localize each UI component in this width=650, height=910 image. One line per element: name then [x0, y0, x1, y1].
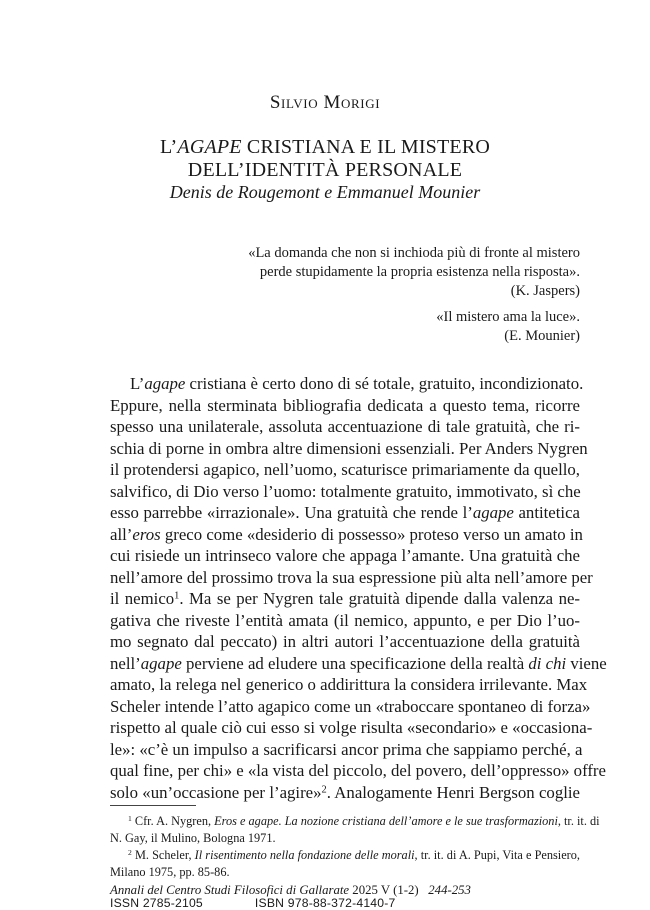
body-line-11: il nemico$^1$. Ma se per Nygren tale gratuità dipende dalla valenza ne- — [110, 589, 580, 608]
page-range: 244-253 — [428, 883, 471, 897]
footnote-2-line-1: $^2$ M. Scheler, Il risentimento nella fondazione delle morali, tr. it. di A. Pupi, Vita e Pensiero, — [128, 847, 580, 862]
epigraph-1-line-1: «La domanda che non si inchioda più di fronte al mistero — [248, 245, 580, 261]
body-line-14: nell’agape perviene ad eludere una specificazione della realtà di chi viene — [110, 653, 607, 673]
body-line-19: qual fine, per chi» e «la vista del piccolo, del povero, dell’oppresso» offre — [110, 761, 606, 780]
body-line-8: all’eros greco come «desiderio di possesso» proteso verso un amato in — [110, 524, 583, 544]
article-title-line-2: DELL’IDENTITÀ PERSONALE — [187, 159, 463, 181]
identifier-codes — [110, 896, 396, 910]
body-line-12: gativa che riveste l’entità amata (il nemico, appunto, e per Dio l’uo- — [110, 610, 580, 630]
epigraph-2-attribution: (E. Mounier) — [504, 328, 580, 344]
body-line-20: solo «un’occasione per l’agire»$^2$. Analogamente Henri Bergson coglie — [110, 782, 580, 802]
footnote-ref-2: 2 — [321, 783, 327, 795]
body-line-3: spesso una unilaterale, assoluta accentuazione di tale gratuità, che ri- — [110, 417, 580, 436]
body-line-4: schia di porne in ombra altre dimensioni essenziali. Per Anders Nygren — [110, 438, 588, 458]
epigraph-2-line-1: «Il mistero ama la luce». — [436, 309, 580, 325]
body-line-17: rispetto al quale ciò cui esso si volge risulta «secondario» e «occasiona- — [110, 718, 593, 737]
body-line-10: nell’amore del prossimo trova la sua espressione più alta nell’amore per — [110, 567, 593, 587]
body-line-15: amato, la relega nel generico o addirittura la considera irrilevante. Max — [110, 675, 588, 694]
footnote-separator — [110, 805, 196, 806]
footnote-2-line-2: Milano 1975, pp. 85-86. — [110, 865, 230, 879]
body-line-9: cui risiede un intrinseco valore che appaga l’amante. Una gratuità che — [110, 546, 580, 565]
epigraph-1-line-2: perde stupidamente la propria esistenza nella risposta». — [259, 264, 580, 280]
body-line-2: Eppure, nella sterminata bibliografia dedicata a questo tema, ricorre — [110, 395, 580, 415]
journal-citation: Annali del Centro Studi Filosofici di Gallarate 2025 V (1-2) 244-253 — [110, 883, 471, 897]
author-name: Silvio Morigi — [269, 92, 381, 113]
footnote-1-line-1: $^1$ Cfr. A. Nygren, Eros e agape. La nozione cristiana dell’amore e le sue trasformazioni, tr. it. di — [128, 813, 600, 828]
body-line-13: mo segnato dal peccato) in altri autori l’accentuazione della gratuità — [110, 632, 580, 651]
body-line-6: salvifico, di Dio verso l’uomo: totalmente gratuito, immotivato, sì che — [110, 481, 581, 501]
body-line-5: il protendersi agapico, nell’uomo, scaturisce primariamente da quello, — [110, 460, 580, 479]
title-emphasis: AGAPE — [177, 136, 242, 158]
article-subtitle: Denis de Rougemont e Emmanuel Mounier — [169, 182, 481, 202]
body-line-16: Scheler intende l’atto agapico come un «traboccare spontaneo di forza» — [110, 696, 591, 716]
body-line-1: L’agape cristiana è certo dono di sé totale, gratuito, incondizionato. — [130, 374, 584, 393]
article-title-line-1: L’AGAPE CRISTIANA E IL MISTERO — [159, 136, 491, 158]
footnote-ref-1: 1 — [174, 590, 180, 602]
isbn: ISBN 978-88-372-4140-7 — [254, 896, 396, 910]
body-line-7: esso parrebbe «irrazionale». Una gratuità che rende l’agape antitetica — [110, 503, 580, 522]
footnote-1-line-2: N. Gay, il Mulino, Bologna 1971. — [110, 831, 276, 845]
body-line-18: le»: «c’è un impulso a sacrificarsi ancor prima che sappiamo perché, a — [110, 739, 583, 759]
issn: ISSN 2785-2105 — [110, 896, 203, 910]
epigraph-1-attribution: (K. Jaspers) — [510, 283, 580, 299]
